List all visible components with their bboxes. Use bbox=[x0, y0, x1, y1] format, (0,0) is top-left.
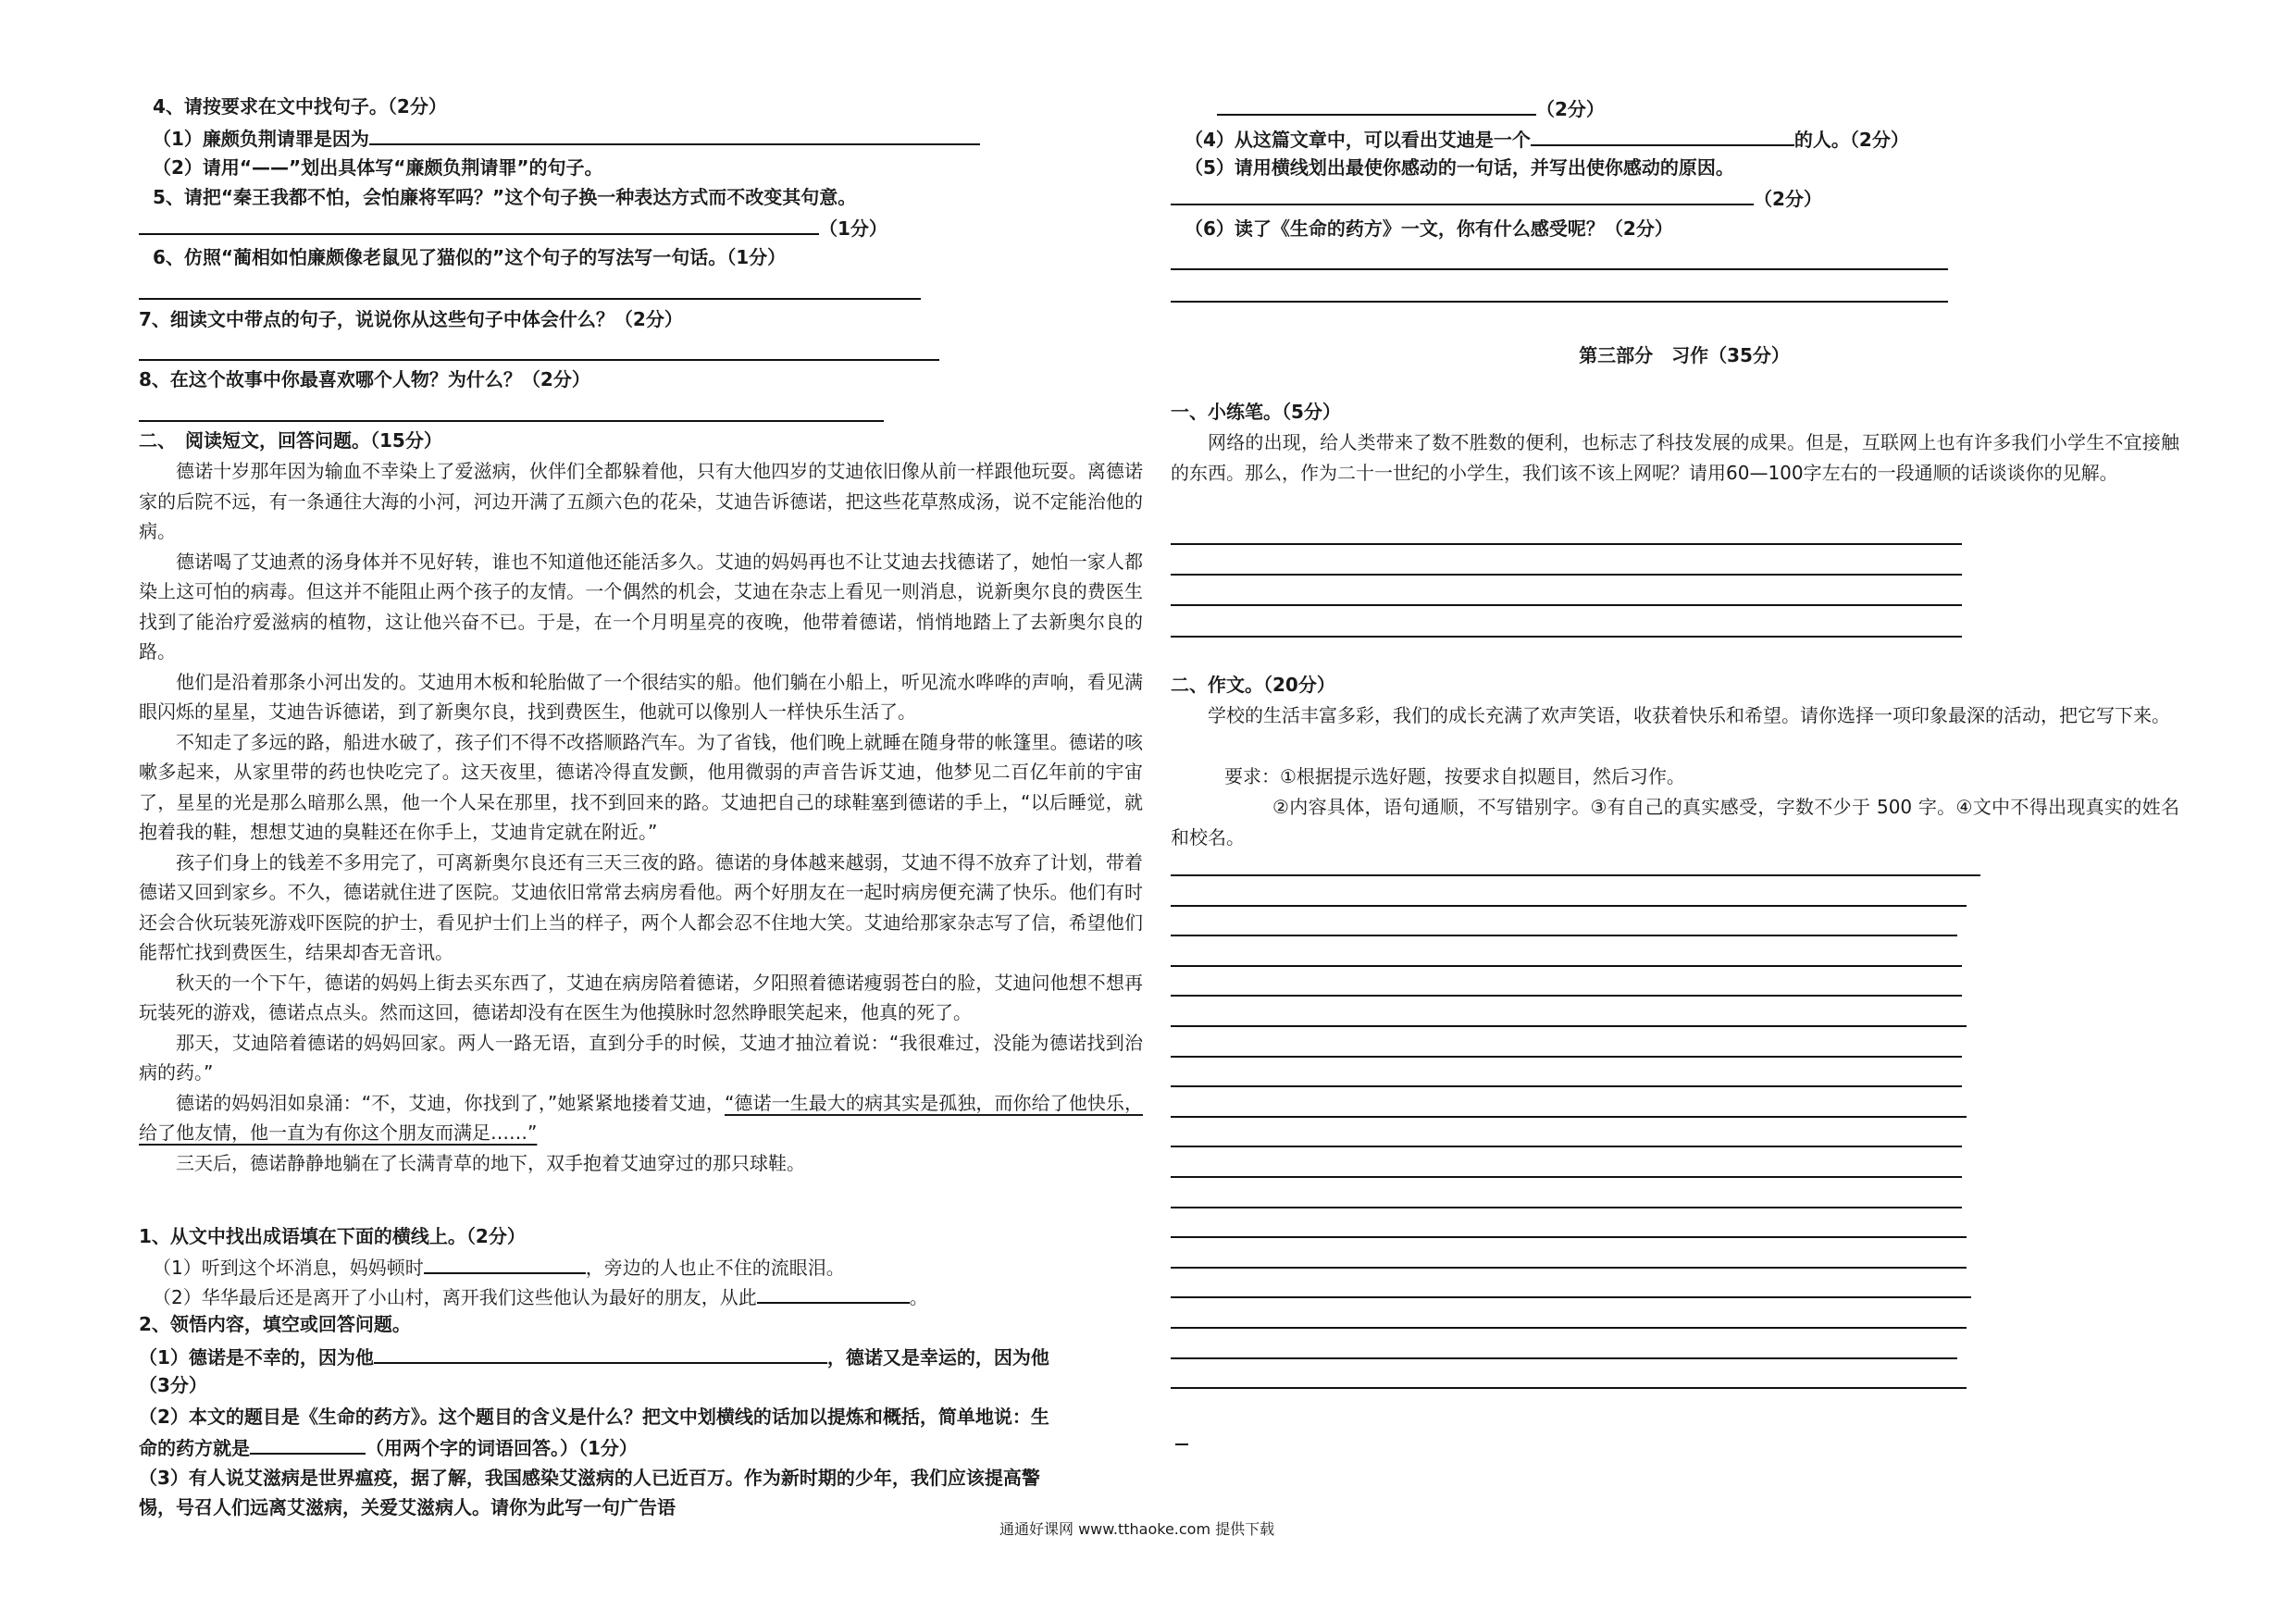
question-5-answer: （1分） bbox=[139, 215, 887, 241]
story-paragraph: 孩子们身上的钱差不多用完了，可离新奥尔良还有三天三夜的路。德诺的身体越来越弱，艾迪不得不放弃了计划，带着德诺又回到家乡。不久，德诺就住进了医院。艾迪依旧常常去病房看他。两个好朋友在一起时病房便充满了快乐。他们有时还会合伙玩装死游戏吓医院的护士，看见护士们上当的样子，两个人都会忍不住地大笑。艾迪给那家杂志写了信，希望他们能帮忙找到费医生，结果却杳无音讯。 bbox=[139, 850, 1143, 963]
answer-line[interactable] bbox=[1171, 1176, 1962, 1178]
answer-line[interactable] bbox=[139, 298, 921, 300]
question-5: 5、请把“秦王我都不怕，会怕廉将军吗？”这个句子换一种表达方式而不改变其句意。 bbox=[153, 186, 857, 208]
requirement-1: 要求：①根据提示选好题，按要求自拟题目，然后习作。 bbox=[1224, 765, 1685, 787]
story-paragraph: 三天后，德诺静静地躺在了长满青草的地下，双手抱着艾迪穿过的那只球鞋。 bbox=[176, 1151, 805, 1174]
practice-1: 1、从文中找出成语填在下面的横线上。（2分） bbox=[139, 1225, 526, 1247]
answer-line[interactable] bbox=[1171, 995, 1962, 997]
practice-2-2b: 命的药方就是 （用两个字的词语回答。）（1分） bbox=[139, 1434, 638, 1460]
practice-1-1: （1）听到这个坏消息，妈妈顿时 ，旁边的人也止不住的流眼泪。 bbox=[153, 1254, 845, 1280]
answer-line[interactable] bbox=[1171, 965, 1962, 967]
answer-line[interactable] bbox=[1171, 301, 1948, 303]
answer-line[interactable] bbox=[1171, 1387, 1967, 1389]
answer-blank[interactable] bbox=[1217, 95, 1536, 116]
question-8: 8、在这个故事中你最喜欢哪个人物？为什么？（2分） bbox=[139, 368, 590, 390]
section-2-title: 二、作文。（20分） bbox=[1171, 674, 1335, 696]
story-paragraph: 秋天的一个下午，德诺的妈妈上街去买东西了，艾迪在病房陪着德诺，夕阳照着德诺瘦弱苍白的脸，艾迪问他想不想再玩装死的游戏，德诺点点头。然而这回，德诺却没有在医生为他摸脉时忽然睁眼笑起来，他真的死了。 bbox=[139, 971, 1143, 1023]
requirement-2: ②内容具体，语句通顺，不写错别字。③有自己的真实感受，字数不少于 500 字。④文中不得出现真实的姓名和校名。 bbox=[1171, 796, 2179, 849]
answer-blank[interactable] bbox=[1171, 185, 1754, 205]
answer-blank[interactable] bbox=[369, 125, 980, 145]
answer-line[interactable] bbox=[1171, 1267, 1967, 1269]
answer-blank[interactable] bbox=[374, 1344, 827, 1364]
answer-line[interactable] bbox=[1171, 636, 1962, 638]
answer-blank[interactable] bbox=[139, 215, 819, 235]
section-1-title: 一、小练笔。（5分） bbox=[1171, 401, 1341, 423]
question-4-2: （2）请用“——”划出具体写“廉颇负荆请罪”的句子。 bbox=[153, 156, 603, 179]
story-text bbox=[139, 456, 1143, 1178]
practice-2-1-score: （3分） bbox=[139, 1374, 207, 1396]
answer-blank[interactable] bbox=[250, 1434, 366, 1455]
part-3-title: 第三部分 习作（35分） bbox=[1579, 344, 1790, 366]
answer-line[interactable] bbox=[1171, 1085, 1962, 1087]
answer-line[interactable] bbox=[1171, 1207, 1962, 1208]
answer-line[interactable] bbox=[1171, 543, 1962, 545]
story-paragraph: 德诺喝了艾迪煮的汤身体并不见好转，谁也不知道他还能活多久。艾迪的妈妈再也不让艾迪去找德诺了，她怕一家人都染上这可怕的病毒。但这并不能阻止两个孩子的友情。一个偶然的机会，艾迪在杂志上看见一则消息，说新奥尔良的费医生找到了能治疗爱滋病的植物，这让他兴奋不已。于是，在一个月明星亮的夜晚，他带着德诺，悄悄地踏上了去新奥尔良的路。 bbox=[139, 550, 1143, 663]
section-2-title: 二、 阅读短文，回答问题。（15分） bbox=[139, 429, 442, 452]
answer-blank[interactable] bbox=[757, 1283, 910, 1304]
answer-blank[interactable] bbox=[424, 1254, 586, 1274]
practice-1-2: （2）华华最后还是离开了小山村，离开我们这些他认为最好的朋友，从此 。 bbox=[153, 1283, 928, 1309]
answer-blank[interactable] bbox=[1531, 126, 1794, 146]
answer-line[interactable] bbox=[1171, 935, 1957, 936]
practice-2-1: （1）德诺是不幸的，因为他 ，德诺又是幸运的，因为他 bbox=[139, 1344, 1049, 1369]
question-4: 4、请按要求在文中找句子。（2分） bbox=[153, 95, 447, 118]
story-paragraph: 那天，艾迪陪着德诺的妈妈回家。两人一路无语，直到分手的时候，艾迪才抽泣着说：“我很难过，没能为德诺找到治病的药。” bbox=[139, 1031, 1143, 1084]
answer-line[interactable] bbox=[1171, 1296, 1971, 1298]
question-6: 6、仿照“蔺相如怕廉颇像老鼠见了猫似的”这个句子的写法写一句话。（1分） bbox=[153, 246, 787, 268]
question-r5: （5）请用横线划出最使你感动的一句话，并写出使你感动的原因。 bbox=[1185, 156, 1734, 179]
answer-line[interactable] bbox=[1171, 1357, 1957, 1359]
question-r6: （6）读了《生命的药方》一文，你有什么感受呢？（2分） bbox=[1185, 217, 1673, 240]
answer-line[interactable] bbox=[1171, 905, 1967, 907]
practice-2-2: （2）本文的题目是《生命的药方》。这个题目的含义是什么？把文中划横线的话加以提炼和概括，简单地说：生 bbox=[139, 1406, 1049, 1428]
answer-line[interactable] bbox=[1171, 874, 1980, 876]
footer-credit: 通通好课网 www.tthaoke.com 提供下载 bbox=[999, 1520, 1275, 1538]
story-paragraph: 不知走了多远的路，船进水破了，孩子们不得不改搭顺路汽车。为了省钱，他们晚上就睡在随身带的帐篷里。德诺的咳嗽多起来，从家里带的药也快吃完了。这天夜里，德诺冷得直发颤，他用微弱的声音告诉艾迪，他梦见二百亿年前的宇宙了，星星的光是那么暗那么黑，他一个人呆在那里，找不到回来的路。艾迪把自己的球鞋塞到德诺的手上，“以后睡觉，就抱着我的鞋，想想艾迪的臭鞋还在你手上，艾迪肯定就在附近。” bbox=[139, 730, 1143, 843]
answer-line[interactable] bbox=[1171, 1116, 1967, 1118]
line-mark bbox=[1175, 1443, 1188, 1445]
slogan-answer: （2分） bbox=[1217, 95, 1605, 121]
answer-line[interactable] bbox=[1171, 1146, 1962, 1147]
practice-2-3b: 惕，号召人们远离艾滋病，关爱艾滋病人。请你为此写一句广告语 bbox=[139, 1496, 676, 1518]
practice-2-3: （3）有人说艾滋病是世界瘟疫，据了解，我国感染艾滋病的人已近百万。作为新时期的少年，我们应该提高警 bbox=[139, 1467, 1040, 1489]
answer-line[interactable] bbox=[1171, 1025, 1967, 1027]
story-paragraph: 他们是沿着那条小河出发的。艾迪用木板和轮胎做了一个很结实的船。他们躺在小船上，听见流水哗哗的声响，看见满眼闪烁的星星，艾迪告诉德诺，到了新奥尔良，找到费医生，他就可以像别人一样快乐生活了。 bbox=[139, 670, 1143, 723]
answer-line[interactable] bbox=[1171, 268, 1948, 270]
section-2-prompt: 学校的生活丰富多彩，我们的成长充满了欢声笑语，收获着快乐和希望。请你选择一项印象最深的活动，把它写下来。 bbox=[1208, 704, 2170, 726]
section-1-prompt: 网络的出现，给人类带来了数不胜数的便利，也标志了科技发展的成果。但是，互联网上也有许多我们小学生不宜接触的东西。那么，作为二十一世纪的小学生，我们该不该上网呢？请用60—100字左右的一段通顺的话谈谈你的见解。 bbox=[1171, 431, 2179, 484]
story-paragraph: 德诺的妈妈泪如泉涌：“不，艾迪，你找到了，”她紧紧地搂着艾迪，“德诺一生最大的病其实是孤独，而你给了他快乐，给了他友情，他一直为有你这个朋友而满足……” bbox=[139, 1091, 1143, 1144]
answer-line[interactable] bbox=[1171, 574, 1962, 576]
answer-line[interactable] bbox=[139, 420, 884, 422]
question-r4: （4）从这篇文章中，可以看出艾迪是一个 的人。（2分） bbox=[1185, 126, 1909, 152]
underlined-sentence: “德诺一生最大的病其实是孤独，而你给了他快乐，给了他友情，他一直为有你这个朋友而满足……” bbox=[139, 1091, 1143, 1144]
answer-line[interactable] bbox=[139, 359, 939, 361]
answer-line[interactable] bbox=[1171, 1236, 1967, 1238]
answer-line[interactable] bbox=[1171, 1056, 1962, 1058]
answer-line[interactable] bbox=[1171, 1327, 1967, 1329]
question-r5-answer: （2分） bbox=[1171, 185, 1822, 211]
question-7: 7、细读文中带点的句子，说说你从这些句子中体会什么？（2分） bbox=[139, 308, 683, 330]
question-4-1: （1）廉颇负荆请罪是因为 bbox=[153, 125, 980, 151]
practice-2: 2、领悟内容，填空或回答问题。 bbox=[139, 1313, 411, 1335]
answer-line[interactable] bbox=[1171, 604, 1962, 606]
story-paragraph: 德诺十岁那年因为输血不幸染上了爱滋病，伙伴们全都躲着他，只有大他四岁的艾迪依旧像从前一样跟他玩耍。离德诺家的后院不远，有一条通往大海的小河，河边开满了五颜六色的花朵，艾迪告诉德诺，把这些花草熬成汤，说不定能治他的病。 bbox=[139, 460, 1143, 542]
